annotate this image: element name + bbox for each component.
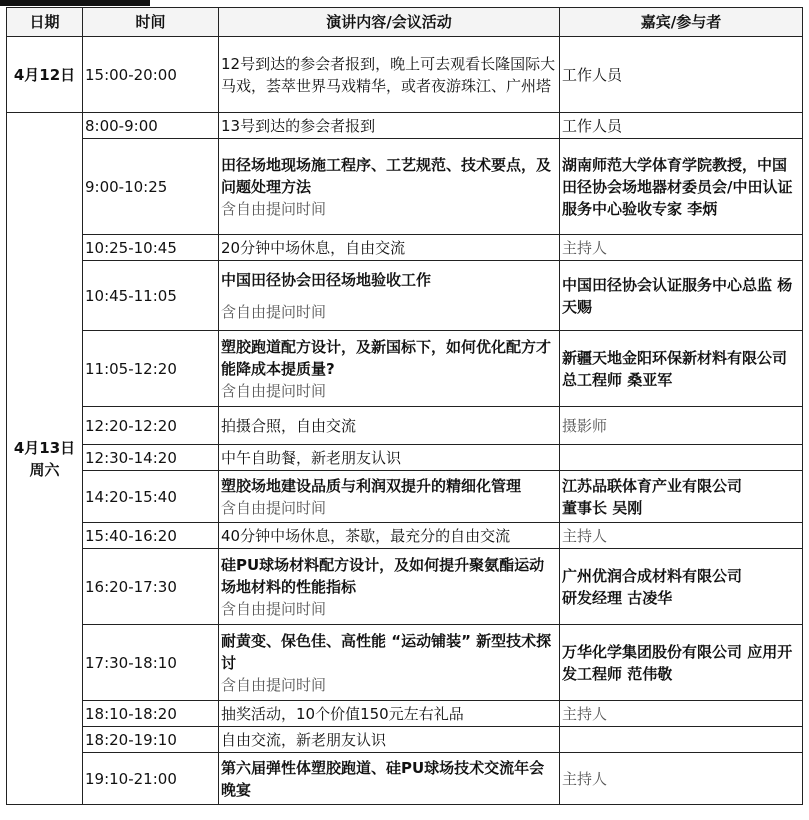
- speaker-cell: 江苏品联体育产业有限公司 董事长 吴刚: [560, 471, 803, 523]
- content-cell: 第六届弹性体塑胶跑道、硅PU球场技术交流年会 晚宴: [219, 753, 560, 805]
- table-row: [7, 523, 803, 549]
- speaker-cell: 主持人: [560, 523, 803, 549]
- time-cell: 14:20-15:40: [83, 471, 219, 523]
- table-row: [7, 625, 803, 701]
- time-cell: 12:30-14:20: [83, 445, 219, 471]
- speaker-cell: 广州优润合成材料有限公司 研发经理 古凌华: [560, 549, 803, 625]
- header-row: [7, 8, 803, 37]
- header-date: 日期: [7, 8, 83, 37]
- speaker-cell: 新疆天地金阳环保新材料有限公司 总工程师 桑亚军: [560, 331, 803, 407]
- table-row: [7, 37, 803, 113]
- table-row: [7, 407, 803, 445]
- schedule-table: [6, 7, 803, 805]
- time-cell: 12:20-12:20: [83, 407, 219, 445]
- content-cell: 拍摄合照，自由交流: [219, 407, 560, 445]
- time-cell: 9:00-10:25: [83, 139, 219, 235]
- talk-note: 含自由提问时间: [221, 381, 327, 400]
- talk-note: 含自由提问时间: [221, 599, 327, 618]
- table-row: [7, 445, 803, 471]
- content-cell: [219, 261, 560, 331]
- date-cell-apr13: [7, 113, 83, 805]
- table-row: [7, 261, 803, 331]
- talk-title: 塑胶场地建设品质与利润双提升的精细化管理: [221, 476, 522, 495]
- speaker-cell: 中国田径协会认证服务中心总监 杨天赐: [560, 261, 803, 331]
- talk-title: 硅PU球场材料配方设计，及如何提升聚氨酯运动场地材料的性能指标: [221, 555, 545, 596]
- time-cell: 8:00-9:00: [83, 113, 219, 139]
- speaker-cell: [560, 445, 803, 471]
- speaker-cell: 主持人: [560, 235, 803, 261]
- content-cell: 中午自助餐，新老朋友认识: [219, 445, 560, 471]
- time-cell: 15:00-20:00: [83, 37, 219, 113]
- talk-title: 耐黄变、保色佳、高性能 “运动铺装” 新型技术探讨: [221, 631, 552, 672]
- table-row: [7, 753, 803, 805]
- content-cell: 13号到达的参会者报到: [219, 113, 560, 139]
- content-cell: [219, 549, 560, 625]
- table-row: [7, 471, 803, 523]
- header-speaker: 嘉宾/参与者: [560, 8, 803, 37]
- date-line-1: 4月13日: [13, 438, 76, 457]
- time-cell: 10:25-10:45: [83, 235, 219, 261]
- table-row: [7, 331, 803, 407]
- time-cell: 18:20-19:10: [83, 727, 219, 753]
- time-cell: 16:20-17:30: [83, 549, 219, 625]
- content-cell: [219, 625, 560, 701]
- talk-title: 中国田径协会田径场地验收工作: [221, 270, 432, 289]
- table-row: [7, 701, 803, 727]
- header-content: 演讲内容/会议活动: [219, 8, 560, 37]
- speaker-cell: 主持人: [560, 701, 803, 727]
- table-row: [7, 235, 803, 261]
- speaker-cell: [560, 727, 803, 753]
- speaker-cell: 摄影师: [560, 407, 803, 445]
- talk-title: 田径场地现场施工程序、工艺规范、技术要点，及问题处理方法: [221, 155, 552, 196]
- talk-note: 含自由提问时间: [221, 302, 327, 321]
- content-cell: [219, 139, 560, 235]
- speaker-cell: 工作人员: [560, 37, 803, 113]
- content-cell: [219, 471, 560, 523]
- table-row: [7, 727, 803, 753]
- content-cell: 12号到达的参会者报到，晚上可去观看长隆国际大马戏，荟萃世界马戏精华，或者夜游珠江、广州塔: [219, 37, 560, 113]
- table-row: [7, 113, 803, 139]
- table-row: [7, 139, 803, 235]
- content-cell: [219, 331, 560, 407]
- speaker-cell: 工作人员: [560, 113, 803, 139]
- talk-note: 含自由提问时间: [221, 498, 327, 517]
- content-cell: 40分钟中场休息，茶歇，最充分的自由交流: [219, 523, 560, 549]
- time-cell: 17:30-18:10: [83, 625, 219, 701]
- time-cell: 10:45-11:05: [83, 261, 219, 331]
- date-line-2: 周六: [29, 460, 60, 479]
- top-border-strip: [0, 0, 150, 6]
- time-cell: 18:10-18:20: [83, 701, 219, 727]
- talk-note: 含自由提问时间: [221, 675, 327, 694]
- header-time: 时间: [83, 8, 219, 37]
- content-cell: 抽奖活动，10个价值150元左右礼品: [219, 701, 560, 727]
- speaker-cell: 万华化学集团股份有限公司 应用开发工程师 范伟敬: [560, 625, 803, 701]
- time-cell: 19:10-21:00: [83, 753, 219, 805]
- table-row: [7, 549, 803, 625]
- content-cell: 20分钟中场休息，自由交流: [219, 235, 560, 261]
- time-cell: 11:05-12:20: [83, 331, 219, 407]
- time-cell: 15:40-16:20: [83, 523, 219, 549]
- talk-note: 含自由提问时间: [221, 199, 327, 218]
- date-cell-apr12: 4月12日: [7, 37, 83, 113]
- content-cell: 自由交流，新老朋友认识: [219, 727, 560, 753]
- speaker-cell: 湖南师范大学体育学院教授，中国田径协会场地器材委员会/中田认证服务中心验收专家 李炳: [560, 139, 803, 235]
- talk-title: 塑胶跑道配方设计，及新国标下，如何优化配方才能降成本提质量?: [221, 337, 552, 378]
- speaker-cell: 主持人: [560, 753, 803, 805]
